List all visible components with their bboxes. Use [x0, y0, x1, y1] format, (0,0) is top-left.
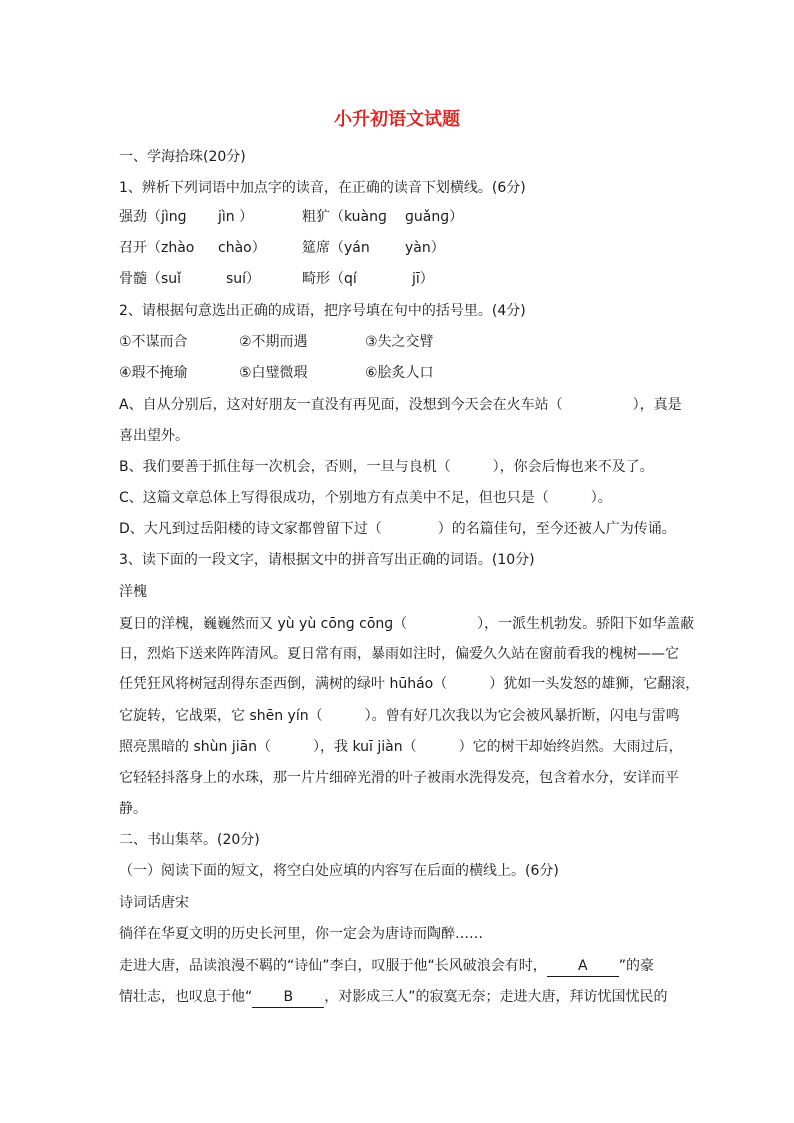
idiom-option-3: ③失之交臂 — [365, 334, 434, 350]
reading-line-2-text: 走进大唐，品读浪漫不羁的“诗仙”李白，叹服于他“长风破浪会有时， — [119, 958, 547, 974]
reading-line-3 — [119, 987, 668, 1008]
q1-item-6-alt: jī） — [412, 271, 434, 287]
passage-line-4: 它旋转，它战栗，它 shēn yín（ ）。曾有好几次我以为它会被风暴折断，闪电与雷鸣 — [119, 708, 680, 724]
reading-line-3-text: 情壮志，也叹息于他“ — [119, 989, 253, 1005]
q1-item-4-alt: yàn） — [405, 240, 445, 256]
question-2-prompt: 2、请根据句意选出正确的成语，把序号填在句中的括号里。(4分) — [119, 303, 526, 319]
passage-line-3: 任凭狂风将树冠刮得东歪西倒，满树的绿叶 hūháo（ ）犹如一头发怒的雄狮，它翻滚， — [119, 676, 700, 692]
reading-line-1: 徜徉在华夏文明的历史长河里，你一定会为唐诗而陶醉…… — [119, 926, 483, 942]
reading-title: 诗词话唐宋 — [119, 895, 189, 911]
q2-sentence-a-cont: 喜出望外。 — [119, 428, 189, 444]
passage-line-2: 日，烈焰下送来阵阵清风。夏日常有雨，暴雨如注时，偏爱久久站在窗前看我的槐树——它 — [119, 646, 679, 662]
q1-item-2-word: 粗犷（kuànɡ — [302, 209, 387, 225]
blank-b: B — [252, 987, 324, 1008]
q1-item-2-alt: ɡuǎnɡ） — [405, 209, 464, 225]
reading-line-2 — [119, 956, 654, 977]
q2-sentence-c: C、这篇文章总体上写得很成功，个别地方有点美中不足，但也只是（ ）。 — [119, 490, 612, 506]
page-title: 小升初语文试题 — [334, 109, 460, 130]
q1-item-6-word: 畸形（qí — [302, 271, 357, 287]
q1-item-5-word: 骨髓（suǐ — [119, 271, 182, 287]
q2-sentence-d: D、大凡到过岳阳楼的诗文家都曾留下过（ ）的名篇佳句，至今还被人广为传诵。 — [119, 521, 676, 537]
q1-item-1-alt: jìn ） — [218, 209, 254, 225]
question-1-prompt: 1、辨析下列词语中加点字的读音，在正确的读音下划横线。(6分) — [119, 180, 526, 196]
reading-line-3-end: ，对影成三人”的寂寞无奈；走进大唐，拜访忧国忧民的 — [324, 989, 668, 1005]
passage-title: 洋槐 — [119, 584, 147, 600]
idiom-option-1: ①不谋而合 — [119, 334, 188, 350]
q1-item-3-word: 召开（zhào — [119, 240, 195, 256]
q1-item-1-word: 强劲（jìnɡ — [119, 209, 187, 225]
q1-item-4-word: 筵席（yán — [302, 240, 370, 256]
section-2-part-1-prompt: （一）阅读下面的短文，将空白处应填的内容写在后面的横线上。(6分) — [119, 863, 559, 879]
q2-sentence-a: A、自从分别后，这对好朋友一直没有再见面，没想到今天会在火车站（ ），真是 — [119, 397, 682, 413]
blank-a: A — [547, 956, 619, 977]
idiom-option-2: ②不期而遇 — [239, 334, 308, 350]
passage-line-5: 照亮黑暗的 shùn jiān（ ），我 kuī jiàn（ ）它的树干却始终岿然。大雨过后， — [119, 739, 683, 755]
question-3-prompt: 3、读下面的一段文字，请根据文中的拼音写出正确的词语。(10分) — [119, 552, 535, 568]
idiom-option-6: ⑥脍炙人口 — [365, 365, 434, 381]
reading-line-2-end: ”的豪 — [618, 958, 655, 974]
q1-item-3-alt: chào） — [218, 240, 266, 256]
section-1-heading: 一、学海拾珠(20分) — [119, 149, 246, 165]
idiom-option-5: ⑤白璧微瑕 — [239, 365, 308, 381]
passage-line-6: 它轻轻抖落身上的水珠，那一片片细碎光滑的叶子被雨水洗得发亮，包含着水分，安详而平 — [119, 770, 679, 786]
idiom-option-4: ④瑕不掩瑜 — [119, 365, 188, 381]
passage-line-1: 夏日的洋槐，巍巍然而又 yù yù cōnɡ cōnɡ（ ），一派生机勃发。骄阳下如华盖蔽 — [119, 616, 695, 632]
q2-sentence-b: B、我们要善于抓住每一次机会，否则，一旦与良机（ ），你会后悔也来不及了。 — [119, 459, 654, 475]
section-2-heading: 二、书山集萃。(20分) — [119, 832, 260, 848]
q1-item-5-alt: suí） — [226, 271, 261, 287]
passage-line-7: 静。 — [119, 801, 147, 817]
